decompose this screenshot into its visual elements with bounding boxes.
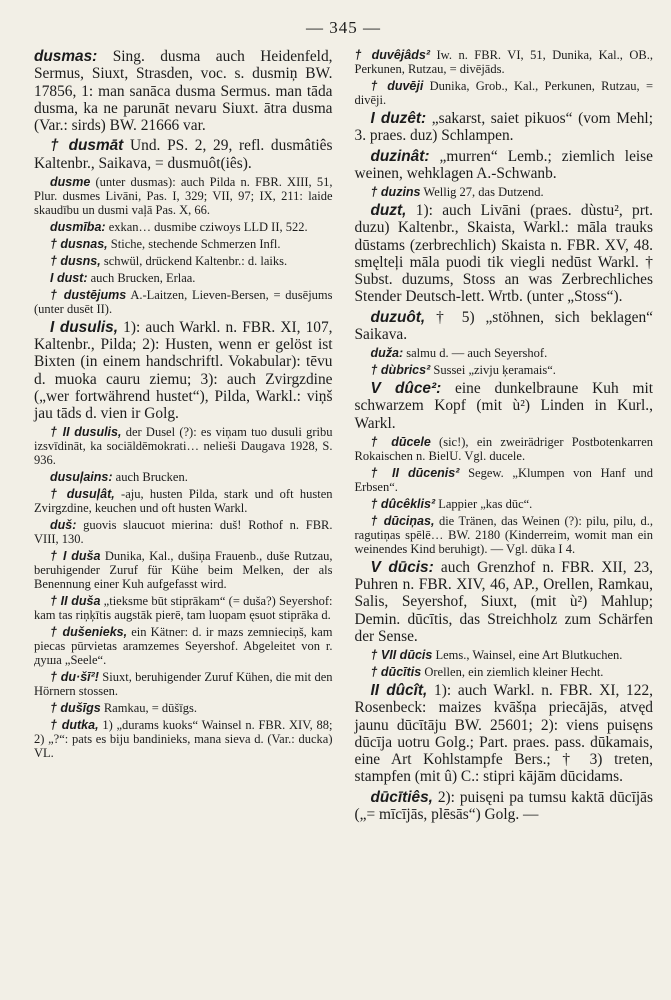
entry-definition: ein Kätner: d. ir mazs zemnieciņš, kam piecas pūrvietas aramzemes Seyershof. Abgeleitet von r. душа „Seele“. xyxy=(34,625,333,668)
entry-definition: Iw. n. FBR. VI, 51, Dunika, Kal., OB., Perkunen, Rutzau, = divējāds. xyxy=(354,48,653,76)
dictionary-entry xyxy=(355,559,654,645)
entry-definition: -aju, husten Pilda, stark und oft husten Zvirgzdine, keuchen und oft husten Warkl. xyxy=(34,487,333,516)
dictionary-entry xyxy=(355,789,654,824)
dictionary-entry xyxy=(34,701,333,715)
entry-definition: A.-Laitzen, Lieven-Bersen, = dusējums (unter dusēt II). xyxy=(34,287,333,316)
dictionary-entry xyxy=(34,425,333,467)
dictionary-entry xyxy=(34,254,333,268)
entry-definition: Sing. dusma auch Heidenfeld, Sermus, Siuxt, Strasden, voc. s. dusmiņ BW. 17856, 1: man sanāca dusma Sermus. man tāda dusma, ka ne parunāt nevaru Siuxt. ātra dusma (Var.: sirds) BW. 21666 var. xyxy=(34,48,333,134)
entry-definition: 1): auch Warkl. n. FBR. XI, 107, Kaltenbr., Pilda; 2): Husten, wenn er gelöst ist Bixten (in einem handschriftl. Vokabular): tēvu d. muoka cauru ziemu; 3): auch Zvirgzdine („wer fortwährend hustet“), Pilda, Warkl.: viņš jau tāds d. vien ir Golg. xyxy=(34,318,333,422)
entry-headword: † dustējums xyxy=(50,287,127,302)
entry-definition: auch Brucken, Erlaa. xyxy=(87,270,196,285)
entry-definition: auch Grenzhof n. FBR. XII, 23, Puhren n. FBR. XIV, 46, AP., Orellen, Ramkau, Salis, Seyershof, Siuxt, (mit ù²) Mahlup; Demin. dūcītis, das Streichholz zum Schärfen der Sense. xyxy=(354,558,653,645)
entry-headword: I dust: xyxy=(50,270,88,285)
entry-definition: (unter dusmas): auch Pilda n. FBR. XIII, 51, Plur. dusmes Livāni, Pas. I, 329; VII, 97; IX, 211: laide skaudību un dusmi vaļā Pas. X, 66. xyxy=(34,174,333,217)
dictionary-entry xyxy=(34,518,333,546)
dictionary-entry xyxy=(355,110,654,145)
entry-headword: † duvêjâds² xyxy=(354,48,430,62)
entry-definition: Stiche, stechende Schmerzen Infl. xyxy=(107,236,281,251)
entry-headword: † dūcele xyxy=(370,434,431,449)
entry-headword: dusuļains: xyxy=(50,470,113,485)
page-number: — 345 — xyxy=(306,18,381,37)
entry-headword: V dûce²: xyxy=(370,380,442,397)
entry-definition: Segew. „Klumpen von Hanf und Erbsen“. xyxy=(354,465,653,494)
right-column xyxy=(355,48,654,826)
dictionary-entry xyxy=(34,487,333,515)
dictionary-entry xyxy=(355,79,654,107)
dictionary-entry xyxy=(34,220,333,234)
entry-headword: I dusulis, xyxy=(50,318,119,336)
entry-definition: salmu d. — auch Seyershof. xyxy=(403,346,548,360)
dictionary-entry xyxy=(34,625,333,667)
dictionary-entry xyxy=(355,202,654,306)
entry-headword: † dutka, xyxy=(50,718,99,733)
dictionary-entry xyxy=(355,497,654,511)
entry-definition: Siuxt, beruhigender Zuruf Kühen, die mit den Hörnern stossen. xyxy=(34,670,333,699)
dictionary-entry xyxy=(34,594,333,622)
dictionary-entry xyxy=(34,718,333,760)
entry-headword: † dūcītis xyxy=(370,665,422,679)
entry-definition: guovis slaucuot mierina: duš! Rothof n. FBR. VIII, 130. xyxy=(34,518,333,547)
entry-definition: exkan… dusmibe cziwoys LLD II, 522. xyxy=(105,219,308,234)
entry-headword: † dūciņas, xyxy=(370,513,435,528)
entry-definition: Orellen, ein ziemlich kleiner Hecht. xyxy=(421,665,604,679)
entry-headword: dusme xyxy=(50,174,91,189)
entry-headword: † dûcêklis² xyxy=(370,496,436,511)
entry-definition: Lems., Wainsel, eine Art Blutkuchen. xyxy=(432,648,623,662)
entry-definition: Lappier „kas dūc“. xyxy=(435,496,533,511)
entry-definition: Sussei „zivju ķeramais“. xyxy=(430,363,556,377)
entry-definition: 1): auch Warkl. n. FBR. XI, 122, Rosenbeck: maizes kvāšņa priecājās, atvęd jaunu dūcītāju BW. 25601; 2): viens puisęns dūcīja uotru Golg.; Part. praes. pass. dūkamais, eine Art Kohlstampfe Bers.; † 3) treten, stampfen (mit û) C.: stipri kājām dūcidams. xyxy=(354,682,653,786)
entry-definition: Dunika, Grob., Kal., Perkunen, Rutzau, = divēji. xyxy=(354,79,653,107)
dictionary-entry xyxy=(355,185,654,199)
entry-definition: 2): puisęni pa tumsu kaktā dūcījās („= mīcījās, plēsās“) Golg. — xyxy=(354,788,653,823)
entry-headword: † duzins xyxy=(370,185,421,199)
dictionary-entry xyxy=(34,470,333,484)
entry-headword: dusmas: xyxy=(34,48,98,65)
entry-definition: 1) „durams kuoks“ Wainsel n. FBR. XIV, 88; 2) „?“: pats es biju bandinieks, mana sieva d. (Var.: ducka) VL. xyxy=(34,718,333,761)
dictionary-entry xyxy=(355,148,654,183)
dictionary-entry xyxy=(34,48,333,134)
entry-headword: † II dūcenis² xyxy=(370,465,460,480)
entry-definition: „tieksme būt stiprākam“ (= duša?) Seyershof: kam tas riņķītis augstāk pierē, tam luopam ęsuot stiprāka d. xyxy=(34,594,333,623)
entry-headword: † du·šī²! xyxy=(50,670,99,685)
entry-definition: der Dusel (?): es viņam tuo dusuli gribu izsvīdināt, ka sociāldēmokrati… nelieši Daugava 1928, S. 936. xyxy=(34,425,333,468)
entry-definition: 1): auch Livāni (praes. dùstu², prt. duzu) Kaltenbr., Skaista, Warkl.: māla trauks dūstams (zerbrechlich) Skaista n. FBR. XV, 48. smęlteļi māla puodi tik viegli nedūst Warkl. † Subst. duzums, Stoss an was Zerbrechliches Stender Deutsch-lett. Wrtb. (unter „Stoss“). xyxy=(354,202,653,306)
left-column xyxy=(34,48,333,826)
dictionary-entry xyxy=(34,670,333,698)
dictionary-entry xyxy=(34,137,333,172)
entry-headword: † dušīgs xyxy=(50,701,101,716)
entry-definition: Ramkau, = dūšīgs. xyxy=(100,701,198,716)
entry-definition: eine dunkelbraune Kuh mit schwarzem Kopf (mit ù²) Linden in Kurl., Warkl. xyxy=(354,380,653,432)
entry-headword: dusmība: xyxy=(50,219,106,234)
entry-headword: V dūcis: xyxy=(370,558,434,576)
entry-definition: Wellig 27, das Dutzend. xyxy=(420,185,544,199)
dictionary-entry xyxy=(355,682,654,786)
entry-headword: † I duša xyxy=(50,549,101,564)
dictionary-entry xyxy=(355,435,654,463)
entry-definition: (sic!), ein zweirädriger Postbotenkarren Rokaischen n. BielU. Vgl. ducele. xyxy=(354,434,653,463)
dictionary-entry xyxy=(34,175,333,217)
dictionary-entry xyxy=(355,363,654,377)
dictionary-entry xyxy=(355,665,654,679)
entry-definition: auch Brucken. xyxy=(112,470,188,485)
entry-definition: „sakarst, saiet pikuos“ (vom Mehl; 3. praes. duz) Schlampen. xyxy=(354,110,653,145)
dictionary-entry xyxy=(34,549,333,591)
columns xyxy=(34,48,653,826)
entry-headword: duzt, xyxy=(370,202,407,219)
entry-headword: dūcītiês, xyxy=(370,788,433,806)
entry-definition: Dunika, Kal., dušiņa Frauenb., duše Rutzau, beruhigender Zuruf für Kühe beim Melken, der als Benennung einer Kuh aufgefasst wird. xyxy=(34,549,333,592)
entry-headword: † VII dūcis xyxy=(370,648,433,662)
entry-definition: die Tränen, das Weinen (?): pilu, pilu, d., ragutiņas spēlē… BW. 2180 (Kinderreim, womit man ein weinendes Kind beruhigt). — Vgl. dūka I 4. xyxy=(354,513,653,556)
dictionary-entry xyxy=(355,346,654,360)
dictionary-entry xyxy=(355,514,654,556)
entry-headword: † dusnas, xyxy=(50,236,108,251)
entry-headword: † dusuļât, xyxy=(50,487,115,502)
entry-headword: † dušenieks, xyxy=(50,625,128,640)
entry-headword: † dusns, xyxy=(50,253,101,268)
entry-headword: † dùbrics² xyxy=(370,363,431,377)
entry-headword: duža: xyxy=(370,346,404,360)
entry-headword: II dûcît, xyxy=(370,682,428,699)
entry-definition: † 5) „stöhnen, sich beklagen“ Saikava. xyxy=(354,308,653,343)
entry-headword: † II dusulis, xyxy=(50,425,122,440)
dictionary-entry xyxy=(355,309,654,344)
entry-headword: † dusmāt xyxy=(50,137,124,155)
dictionary-entry xyxy=(355,380,654,432)
entry-headword: duzinât: xyxy=(370,147,430,165)
entry-headword: duzuôt, xyxy=(370,308,426,326)
entry-definition: „murren“ Lemb.; ziemlich leise weinen, wehklagen A.-Schwanb. xyxy=(354,147,653,182)
entry-headword: duš: xyxy=(50,518,77,533)
dictionary-entry xyxy=(34,288,333,316)
dictionary-entry xyxy=(34,319,333,423)
entry-headword: † II duša xyxy=(50,594,101,609)
entry-headword: I duzêt: xyxy=(370,110,427,127)
entry-headword: † duvēji xyxy=(370,79,424,93)
entry-definition: Und. PS. 2, 29, refl. dusmâtiês Kaltenbr., Saikava, = dusmuôt(iês). xyxy=(34,137,333,172)
dictionary-entry xyxy=(34,237,333,251)
dictionary-entry xyxy=(34,271,333,285)
dictionary-entry xyxy=(355,466,654,494)
dictionary-entry xyxy=(355,48,654,76)
entry-definition: schwül, drückend Kaltenbr.: d. laiks. xyxy=(100,253,288,268)
dictionary-entry xyxy=(355,648,654,662)
